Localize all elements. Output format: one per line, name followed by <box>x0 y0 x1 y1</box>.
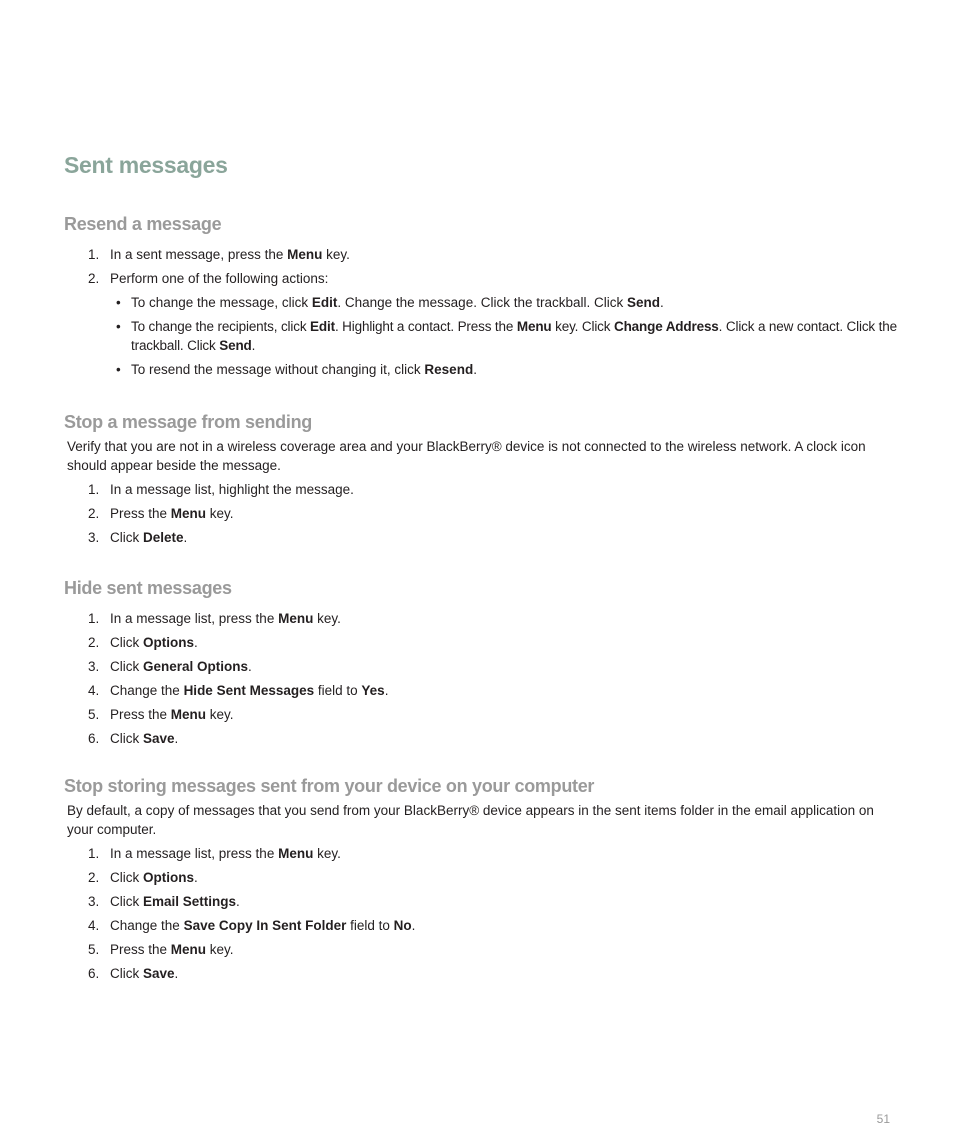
step-item: 5. Press the Menu key. <box>88 707 234 722</box>
step-item: 3. Click General Options. <box>88 659 252 674</box>
step-number: 1. <box>88 611 100 626</box>
step-number: 1. <box>88 846 100 861</box>
step-item: 6. Click Save. <box>88 731 179 746</box>
step-number: 1. <box>88 482 100 497</box>
step-number: 6. <box>88 966 100 981</box>
step-number: 3. <box>88 530 100 545</box>
steps-list <box>64 480 904 547</box>
bullet-item: • To resend the message without changing it, click Resend. <box>116 362 477 377</box>
section-heading: Stop storing messages sent from your device on your computer <box>64 776 595 796</box>
steps-list <box>64 844 904 983</box>
step-item: 3. Click Delete. <box>88 530 188 545</box>
step-item: 1. In a sent message, press the Menu key. <box>88 247 350 262</box>
section-heading: Hide sent messages <box>64 578 232 598</box>
step-number: 3. <box>88 894 100 909</box>
step-number: 2. <box>88 506 100 521</box>
bullet-item: • To change the recipients, click Edit. Highlight a contact. Press the Menu key. Click Change Address. Click a new contact. Click the trackball. Click Send. <box>116 319 897 353</box>
page-number: 51 <box>876 1112 890 1126</box>
step-item: 1. In a message list, press the Menu key. <box>88 611 341 626</box>
section-hide-sent <box>64 577 904 753</box>
step-number: 2. <box>88 635 100 650</box>
section-stop-storing <box>64 775 904 988</box>
step-number: 1. <box>88 247 100 262</box>
bullet-item: • To change the message, click Edit. Change the message. Click the trackball. Click Send. <box>116 295 664 310</box>
section-intro: Verify that you are not in a wireless coverage area and your BlackBerry® device is not connected to the wireless network. A clock icon should appear beside the message. <box>67 439 866 473</box>
step-number: 5. <box>88 942 100 957</box>
step-item: 4. Change the Hide Sent Messages field to Yes. <box>88 683 389 698</box>
step-item: 3. Click Email Settings. <box>88 894 240 909</box>
section-intro: By default, a copy of messages that you send from your BlackBerry® device appears in the sent items folder in the email application on your computer. <box>67 803 874 837</box>
step-number: 4. <box>88 918 100 933</box>
step-number: 5. <box>88 707 100 722</box>
section-stop-sending <box>64 411 904 552</box>
section-heading: Resend a message <box>64 214 222 234</box>
steps-list <box>64 245 904 379</box>
step-number: 4. <box>88 683 100 698</box>
step-item: 2. Click Options. <box>88 870 198 885</box>
step-number: 2. <box>88 271 100 286</box>
step-item: 4. Change the Save Copy In Sent Folder field to No. <box>88 918 416 933</box>
step-item: 2. Click Options. <box>88 635 198 650</box>
page-title: Sent messages <box>64 152 228 178</box>
step-item: 2. Press the Menu key. <box>88 506 234 521</box>
section-resend-message <box>64 213 904 384</box>
section-heading: Stop a message from sending <box>64 412 312 432</box>
step-item: 2. Perform one of the following actions: • To change the message, click Edit. Change the message. Click the trackball. Click Send. • To change the recipients, click Edit. Highlight a contact. Press the Menu key. Click Change Address. Click a new contact. Click the trackball. Click Send. • To resend the message without changing it, click Resend. <box>64 269 904 379</box>
steps-list <box>64 609 904 748</box>
step-number: 2. <box>88 870 100 885</box>
step-item: 1. In a message list, press the Menu key. <box>88 846 341 861</box>
step-number: 6. <box>88 731 100 746</box>
bullet-list <box>110 293 904 379</box>
step-item: 1. In a message list, highlight the message. <box>88 482 354 497</box>
step-number: 3. <box>88 659 100 674</box>
step-item: 5. Press the Menu key. <box>88 942 234 957</box>
step-item: 6. Click Save. <box>88 966 179 981</box>
